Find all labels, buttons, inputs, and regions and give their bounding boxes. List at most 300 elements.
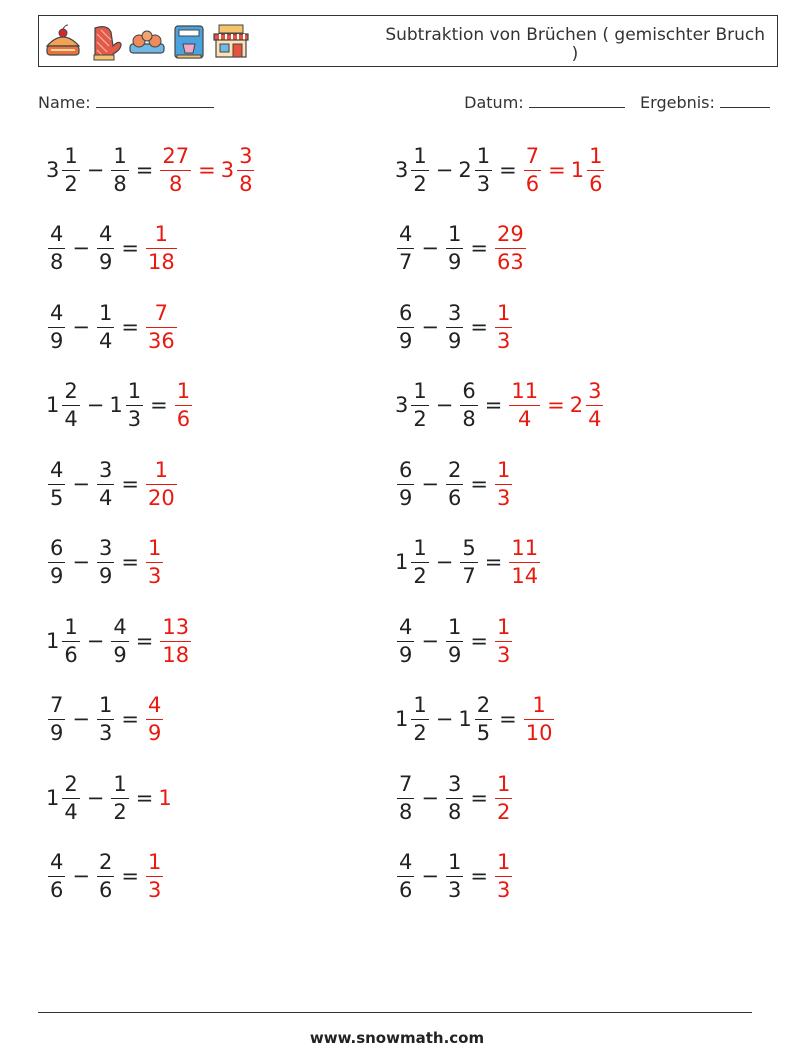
fraction-bar xyxy=(397,641,414,642)
answer-mixed xyxy=(570,381,606,430)
minus-sign: − xyxy=(72,236,90,260)
subtrahend-fraction xyxy=(111,143,128,196)
problem-row xyxy=(395,138,606,202)
numerator: 5 xyxy=(462,536,476,560)
bakery-shop-icon xyxy=(211,22,251,62)
answer-fraction xyxy=(146,852,163,901)
denominator: 7 xyxy=(399,250,413,274)
denominator: 5 xyxy=(50,485,64,510)
minuend xyxy=(395,457,416,510)
minus-sign: − xyxy=(421,471,439,496)
fraction-bar xyxy=(509,562,540,563)
denominator: 18 xyxy=(162,642,190,667)
subtrahend-fraction xyxy=(97,538,114,587)
subtrahend xyxy=(458,538,479,587)
answer-mixed xyxy=(570,143,607,196)
answer xyxy=(493,224,528,273)
fraction-bar xyxy=(146,248,177,249)
denominator: 9 xyxy=(50,564,64,588)
minus-sign: − xyxy=(435,707,454,731)
subtrahend xyxy=(95,457,116,510)
numerator: 1 xyxy=(98,300,113,325)
denominator: 10 xyxy=(525,721,553,745)
equals-sign: = xyxy=(548,157,566,182)
equals-sign: = xyxy=(547,393,565,417)
fraction-bar xyxy=(97,562,114,563)
fraction-bar xyxy=(446,327,463,328)
subtrahend xyxy=(444,852,465,901)
subtrahend xyxy=(444,771,465,824)
denominator: 3 xyxy=(147,878,162,902)
answer xyxy=(493,771,514,824)
fraction-bar xyxy=(146,719,163,720)
result-label: Ergebnis: xyxy=(640,93,715,112)
answer-fraction xyxy=(146,224,177,273)
numerator: 4 xyxy=(50,300,64,325)
equals-sign: = xyxy=(121,471,139,496)
problem-row xyxy=(46,766,172,830)
denominator: 2 xyxy=(413,721,427,745)
denominator: 20 xyxy=(147,485,175,510)
name-field xyxy=(38,93,214,112)
answer xyxy=(158,785,172,810)
subtrahend xyxy=(95,538,116,587)
numerator: 3 xyxy=(239,143,253,168)
name-label: Name: xyxy=(38,93,91,112)
fraction-bar xyxy=(586,405,603,406)
denominator: 2 xyxy=(413,171,427,196)
denominator: 9 xyxy=(50,721,64,745)
numerator: 1 xyxy=(447,222,462,246)
numerator: 1 xyxy=(64,143,78,168)
numerator: 1 xyxy=(447,850,462,874)
numerator: 1 xyxy=(413,536,427,560)
subtrahend xyxy=(444,300,465,353)
fraction-bar xyxy=(495,248,526,249)
numerator: 1 xyxy=(127,379,142,403)
oven-mitt-icon xyxy=(85,22,125,62)
denominator: 8 xyxy=(113,171,127,196)
whole-number: 3 xyxy=(395,393,409,417)
answer-whole: 1 xyxy=(158,785,172,810)
minus-sign: − xyxy=(435,550,454,574)
fraction-bar xyxy=(146,484,177,485)
numerator: 2 xyxy=(64,379,78,403)
numerator: 1 xyxy=(147,536,162,560)
problem-row xyxy=(395,295,514,359)
fraction-bar xyxy=(475,170,492,171)
denominator: 3 xyxy=(496,878,511,902)
equals-sign: = xyxy=(470,314,488,339)
answer xyxy=(173,381,194,430)
denominator: 4 xyxy=(98,485,113,510)
fraction-bar xyxy=(411,562,428,563)
denominator: 2 xyxy=(113,799,127,824)
answer xyxy=(507,381,605,430)
fraction-bar xyxy=(397,876,414,877)
numerator: 1 xyxy=(496,614,511,639)
numerator: 4 xyxy=(50,850,64,874)
subtrahend-fraction xyxy=(97,300,114,353)
equals-sign: = xyxy=(470,864,488,888)
minus-sign: − xyxy=(72,314,90,339)
whole-number: 1 xyxy=(395,707,409,731)
minus-sign: − xyxy=(72,864,90,888)
minuend-fraction xyxy=(48,852,65,901)
fraction-bar xyxy=(397,484,414,485)
fraction-bar xyxy=(97,248,114,249)
result-blank[interactable] xyxy=(720,93,770,108)
minuend-fraction xyxy=(411,695,428,744)
answer-fraction xyxy=(509,538,540,587)
subtrahend-fraction xyxy=(126,381,143,430)
subtrahend-fraction xyxy=(475,143,492,196)
fraction-bar xyxy=(587,170,604,171)
minuend-fraction xyxy=(48,457,65,510)
problem-row xyxy=(395,845,514,909)
numerator: 1 xyxy=(589,143,603,168)
minus-sign: − xyxy=(421,864,439,888)
equals-sign: = xyxy=(150,393,168,417)
numerator: 7 xyxy=(154,300,169,325)
fraction-bar xyxy=(397,798,414,799)
minuend-fraction xyxy=(411,381,428,430)
muffin-tray-icon xyxy=(127,22,167,62)
equals-sign: = xyxy=(470,628,488,653)
equals-sign: = xyxy=(135,157,154,182)
whole-number: 2 xyxy=(458,157,472,182)
answer-fraction xyxy=(146,538,163,587)
subtrahend xyxy=(109,614,130,667)
problem-row xyxy=(46,138,256,202)
problem-row xyxy=(46,609,193,673)
numerator: 7 xyxy=(525,143,540,168)
equals-sign: = xyxy=(484,393,503,417)
subtrahend-fraction xyxy=(97,695,114,744)
whole-number: 1 xyxy=(458,707,472,731)
subtrahend-fraction xyxy=(460,381,477,430)
minus-sign: − xyxy=(421,236,439,260)
minuend xyxy=(395,614,416,667)
minuend xyxy=(395,143,431,196)
answer-fraction xyxy=(495,457,512,510)
minus-sign: − xyxy=(421,314,439,339)
subtrahend-fraction xyxy=(460,538,477,587)
minuend xyxy=(46,300,67,353)
answer xyxy=(493,457,514,510)
fraction-bar xyxy=(48,484,65,485)
answer xyxy=(144,852,165,901)
fraction-bar xyxy=(495,327,512,328)
fraction-bar xyxy=(62,170,79,171)
denominator: 3 xyxy=(447,878,462,902)
minuend-fraction xyxy=(397,457,414,510)
whole-number: 3 xyxy=(395,157,409,182)
numerator: 6 xyxy=(50,536,64,560)
numerator: 1 xyxy=(64,614,78,639)
problem-row xyxy=(46,452,179,516)
subtrahend xyxy=(458,381,479,430)
numerator: 1 xyxy=(98,693,113,717)
equals-sign: = xyxy=(499,157,517,182)
fraction-bar xyxy=(97,327,114,328)
answer-fraction xyxy=(495,300,512,353)
fraction-bar xyxy=(146,876,163,877)
denominator: 6 xyxy=(399,878,413,902)
numerator: 2 xyxy=(476,693,491,717)
problem-row xyxy=(46,295,179,359)
answer-fraction xyxy=(160,614,191,667)
denominator: 9 xyxy=(113,642,127,667)
denominator: 3 xyxy=(496,328,511,353)
numerator: 4 xyxy=(399,614,413,639)
answer-fraction xyxy=(146,300,177,353)
cake-icon xyxy=(43,22,83,62)
subtrahend-fraction xyxy=(111,614,128,667)
minuend xyxy=(46,852,67,901)
answer-mixed-fraction xyxy=(587,143,604,196)
answer-fraction xyxy=(495,224,526,273)
minus-sign: − xyxy=(72,550,90,574)
denominator: 6 xyxy=(50,878,64,902)
subtrahend-fraction xyxy=(97,852,114,901)
minuend xyxy=(395,695,431,744)
denominator: 9 xyxy=(447,250,462,274)
title-line-2: ) xyxy=(571,44,579,64)
minuend xyxy=(46,457,67,510)
fraction-bar xyxy=(475,719,492,720)
answer-fraction xyxy=(146,695,163,744)
answer xyxy=(522,695,557,744)
answer xyxy=(522,143,607,196)
denominator: 9 xyxy=(98,250,113,274)
denominator: 6 xyxy=(64,642,78,667)
numerator: 3 xyxy=(98,457,113,482)
minuend xyxy=(395,852,416,901)
minuend xyxy=(46,224,67,273)
minus-sign: − xyxy=(421,628,439,653)
denominator: 36 xyxy=(147,328,175,353)
problem-row xyxy=(395,609,514,673)
numerator: 1 xyxy=(496,771,511,796)
numerator: 3 xyxy=(98,536,113,560)
denominator: 9 xyxy=(399,642,413,667)
numerator: 4 xyxy=(399,222,413,246)
subtrahend xyxy=(95,695,116,744)
minuend xyxy=(395,300,416,353)
numerator: 11 xyxy=(511,536,539,560)
problem-row xyxy=(46,688,165,752)
numerator: 11 xyxy=(511,379,539,403)
numerator: 13 xyxy=(162,614,190,639)
subtrahend xyxy=(444,614,465,667)
title-line-1: Subtraktion von Brüchen ( gemischter Bruch xyxy=(385,25,765,45)
denominator: 5 xyxy=(476,721,491,745)
subtrahend xyxy=(109,381,145,430)
denominator: 3 xyxy=(127,407,142,431)
answer xyxy=(144,538,165,587)
minuend xyxy=(395,538,431,587)
denominator: 18 xyxy=(147,250,175,274)
problem-row xyxy=(395,531,542,595)
fraction-bar xyxy=(146,327,177,328)
minuend-fraction xyxy=(48,224,65,273)
answer-fraction xyxy=(495,852,512,901)
whole-number: 1 xyxy=(46,628,60,653)
subtrahend xyxy=(95,852,116,901)
answer-fraction xyxy=(175,381,192,430)
denominator: 8 xyxy=(447,799,462,824)
fraction-bar xyxy=(524,719,555,720)
numerator: 4 xyxy=(50,222,64,246)
numerator: 1 xyxy=(154,457,169,482)
problem-row xyxy=(46,845,165,909)
fraction-bar xyxy=(495,798,512,799)
equals-sign: = xyxy=(484,550,503,574)
numerator: 1 xyxy=(476,143,491,168)
numerator: 4 xyxy=(113,614,127,639)
subtrahend-fraction xyxy=(446,771,463,824)
answer xyxy=(158,143,256,196)
fraction-bar xyxy=(175,405,192,406)
fraction-bar xyxy=(411,405,428,406)
minuend xyxy=(46,695,67,744)
answer-fraction xyxy=(160,143,191,196)
minus-sign: − xyxy=(86,628,105,653)
minuend-fraction xyxy=(411,538,428,587)
minuend-fraction xyxy=(397,852,414,901)
footer-url: www.snowmath.com xyxy=(309,1029,485,1047)
subtrahend-fraction xyxy=(111,771,128,824)
equals-sign: = xyxy=(470,471,488,496)
subtrahend-fraction xyxy=(446,224,463,273)
numerator: 1 xyxy=(154,222,169,246)
answer-fraction xyxy=(524,143,541,196)
minus-sign: − xyxy=(435,393,454,417)
subtrahend xyxy=(458,695,494,744)
minuend xyxy=(395,381,431,430)
denominator: 8 xyxy=(239,171,253,196)
answer-fraction xyxy=(495,771,512,824)
denominator: 9 xyxy=(50,328,64,353)
minuend-fraction xyxy=(62,771,79,824)
equals-sign: = xyxy=(121,236,139,260)
denominator: 63 xyxy=(496,250,524,274)
equals-sign: = xyxy=(135,628,154,653)
numerator: 4 xyxy=(98,222,113,246)
subtrahend-fraction xyxy=(446,300,463,353)
equals-sign: = xyxy=(121,864,139,888)
whole-number: 1 xyxy=(46,393,60,417)
numerator: 1 xyxy=(496,457,511,482)
denominator: 3 xyxy=(147,564,162,588)
whole-number: 2 xyxy=(569,393,584,417)
answer xyxy=(493,852,514,901)
minuend-fraction xyxy=(62,143,79,196)
numerator: 6 xyxy=(462,379,476,403)
date-result-fields xyxy=(464,93,770,112)
name-blank[interactable] xyxy=(96,93,214,108)
numerator: 1 xyxy=(113,771,127,796)
subtrahend-fraction xyxy=(446,852,463,901)
fraction-bar xyxy=(160,641,191,642)
subtrahend-fraction xyxy=(475,695,492,744)
answer-fraction xyxy=(495,614,512,667)
answer xyxy=(144,300,179,353)
fraction-bar xyxy=(411,170,428,171)
denominator: 14 xyxy=(511,564,539,588)
equals-sign: = xyxy=(121,707,139,731)
subtrahend xyxy=(95,300,116,353)
denominator: 2 xyxy=(413,407,427,431)
subtrahend-fraction xyxy=(446,614,463,667)
minus-sign: − xyxy=(421,785,439,810)
numerator: 6 xyxy=(399,300,413,325)
fraction-bar xyxy=(48,876,65,877)
numerator: 3 xyxy=(447,771,462,796)
date-blank[interactable] xyxy=(529,93,625,108)
numerator: 4 xyxy=(147,693,162,717)
whole-number: 1 xyxy=(46,785,60,810)
minuend-fraction xyxy=(397,614,414,667)
coffee-machine-icon xyxy=(169,22,209,62)
fraction-bar xyxy=(446,484,463,485)
denominator: 6 xyxy=(589,171,603,196)
fraction-bar xyxy=(411,719,428,720)
fraction-bar xyxy=(446,248,463,249)
whole-number: 1 xyxy=(570,157,585,182)
answer-mixed xyxy=(220,143,257,196)
problem-row xyxy=(46,374,194,438)
denominator: 3 xyxy=(476,171,491,196)
answer xyxy=(507,538,542,587)
fraction-bar xyxy=(509,405,540,406)
denominator: 2 xyxy=(413,564,427,588)
numerator: 1 xyxy=(447,614,462,639)
minuend-fraction xyxy=(397,224,414,273)
denominator: 2 xyxy=(496,799,511,824)
answer xyxy=(493,614,514,667)
denominator: 4 xyxy=(98,328,113,353)
fraction-bar xyxy=(397,248,414,249)
denominator: 9 xyxy=(447,328,462,353)
denominator: 6 xyxy=(176,407,191,431)
denominator: 3 xyxy=(496,642,511,667)
denominator: 9 xyxy=(147,721,162,745)
fraction-bar xyxy=(495,876,512,877)
fraction-bar xyxy=(48,562,65,563)
fraction-bar xyxy=(460,562,477,563)
subtrahend-fraction xyxy=(446,457,463,510)
minuend-fraction xyxy=(62,381,79,430)
worksheet-title xyxy=(385,26,765,64)
equals-sign: = xyxy=(470,785,488,810)
denominator: 8 xyxy=(399,799,413,824)
denominator: 4 xyxy=(588,407,602,431)
minus-sign: − xyxy=(435,157,454,182)
denominator: 2 xyxy=(64,171,78,196)
numerator: 2 xyxy=(447,457,462,482)
problem-row xyxy=(46,531,165,595)
denominator: 3 xyxy=(496,485,511,510)
minus-sign: − xyxy=(72,471,90,496)
answer xyxy=(158,614,193,667)
numerator: 1 xyxy=(147,850,162,874)
denominator: 8 xyxy=(169,171,183,196)
minuend xyxy=(46,614,82,667)
minus-sign: − xyxy=(86,393,105,417)
answer-fraction xyxy=(146,457,177,510)
